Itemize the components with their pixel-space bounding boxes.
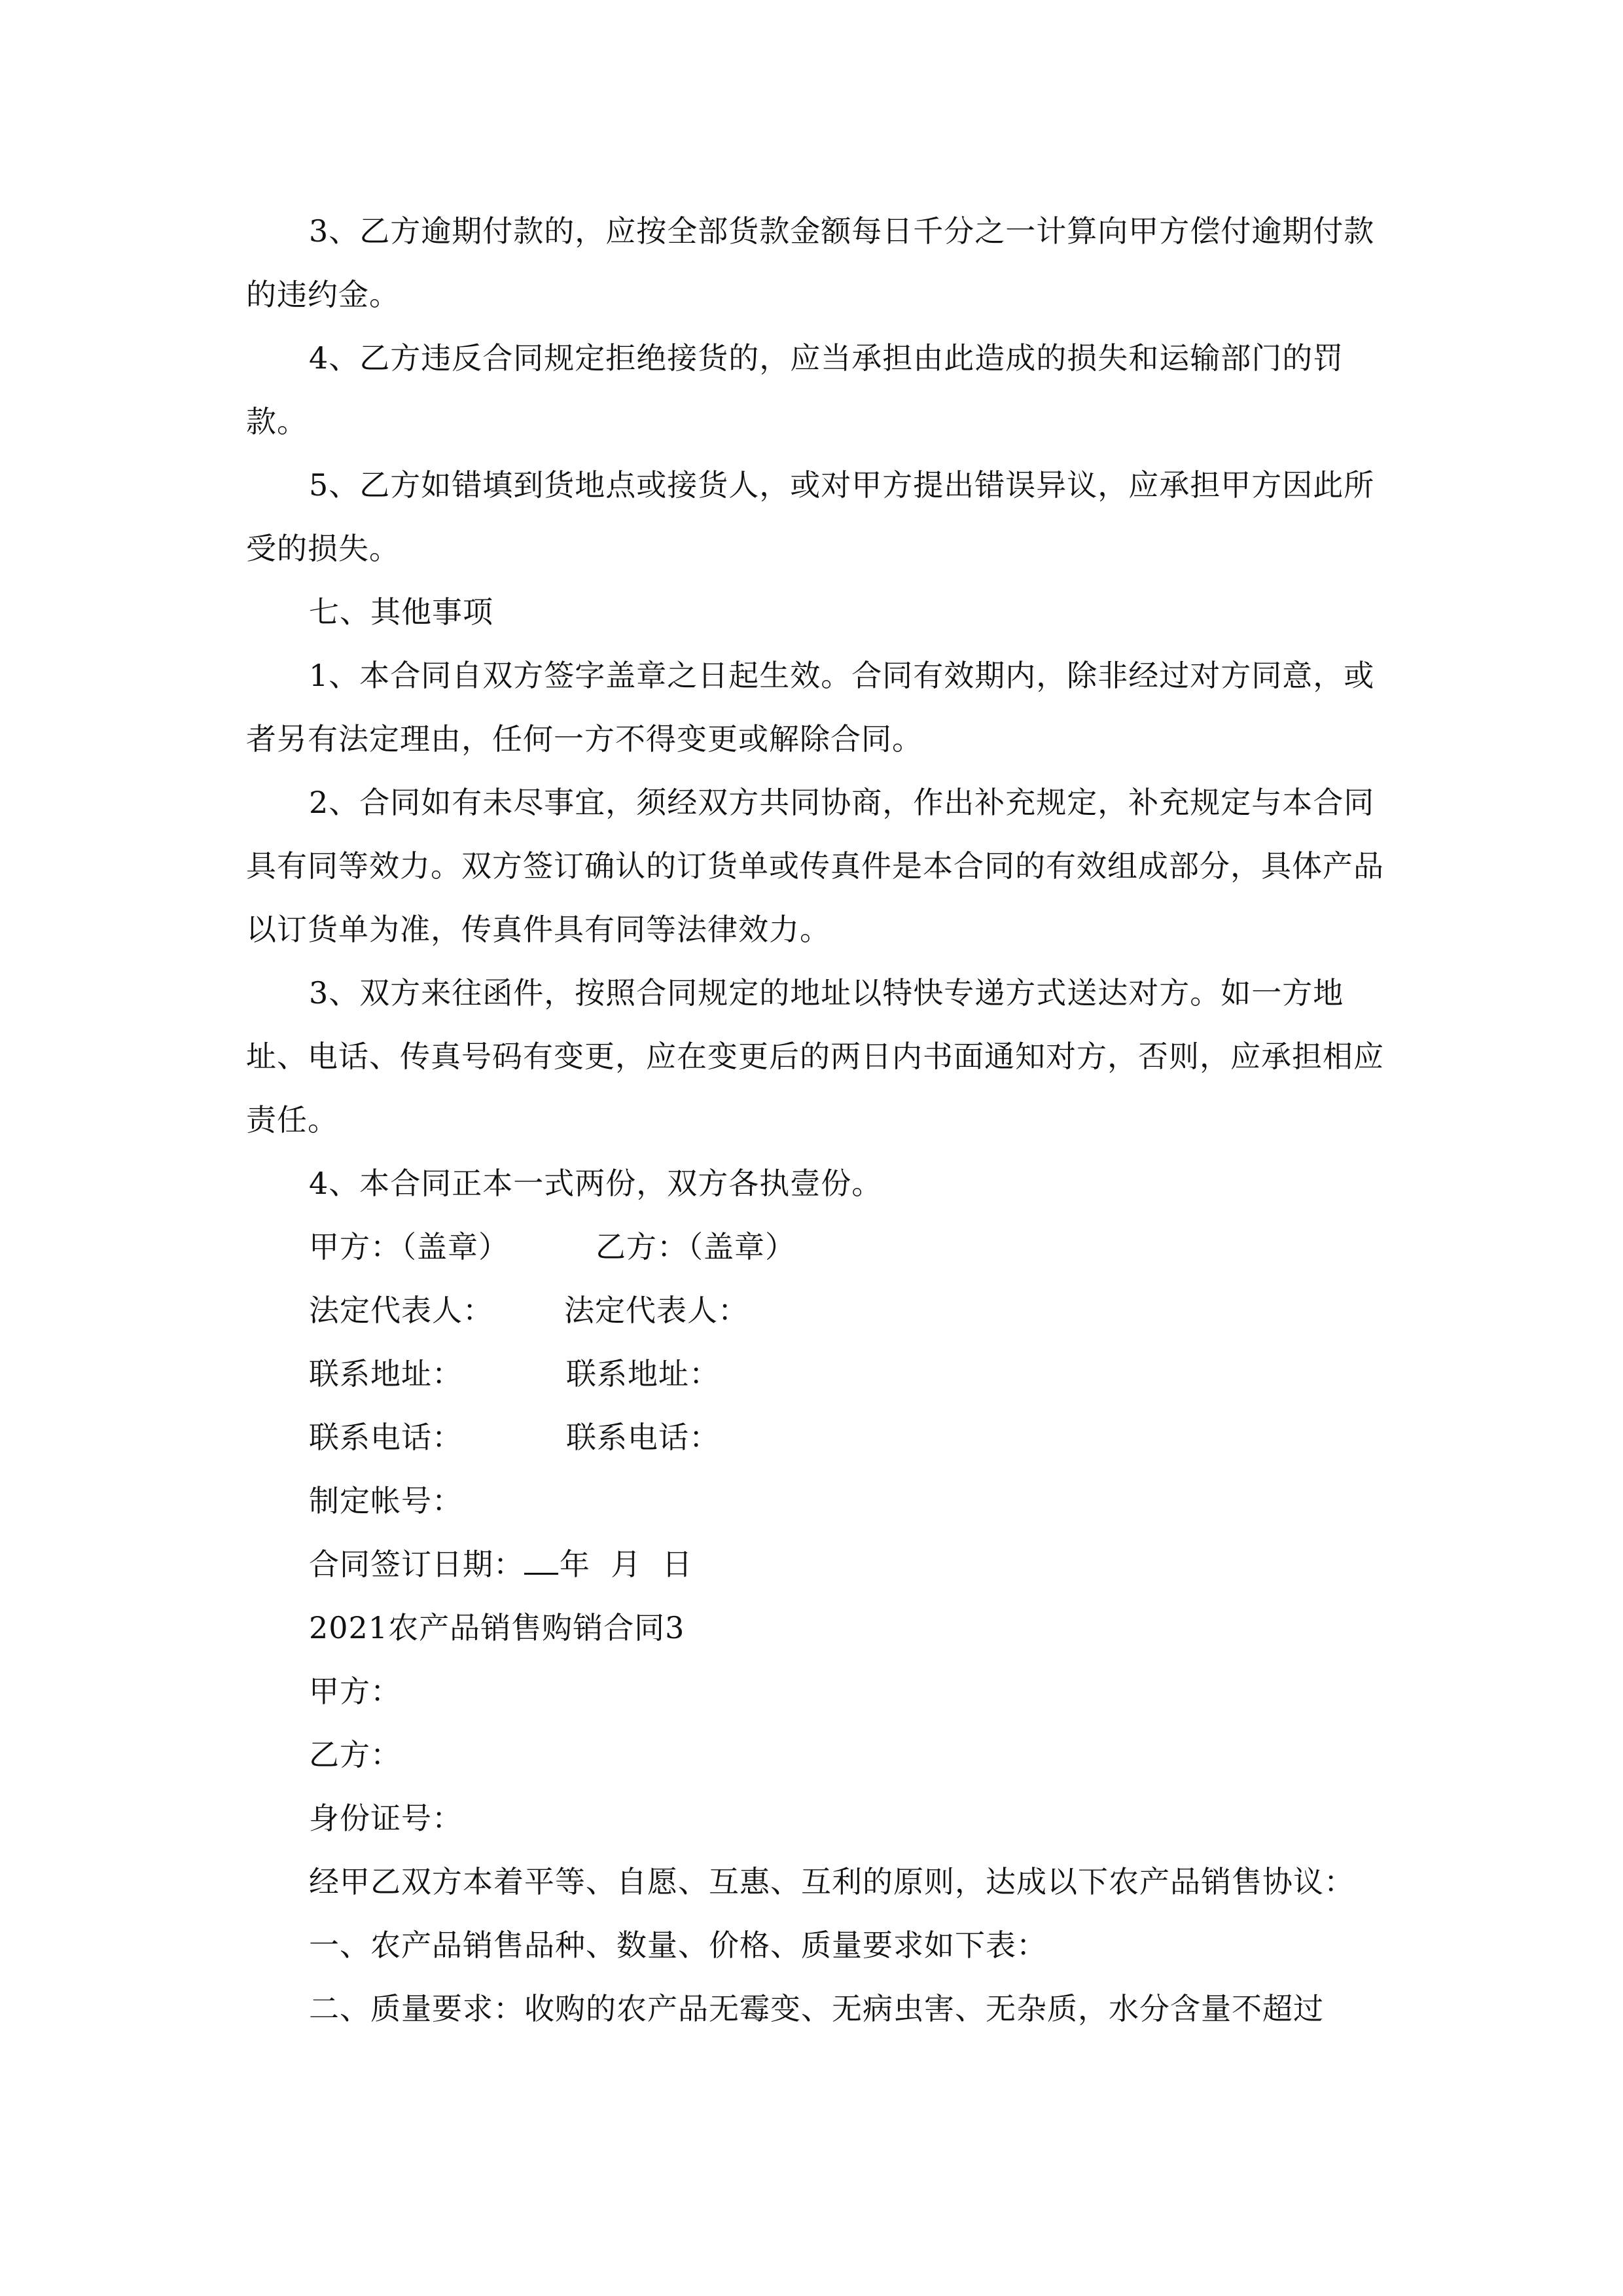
- date-year-blank: [524, 1547, 558, 1575]
- section-heading-other-matters: 七、其他事项: [309, 594, 493, 630]
- contract3-intro: 经甲乙双方本着平等、自愿、互惠、互利的原则，达成以下农产品销售协议：: [309, 1864, 1355, 1899]
- clause-copies: 4、本合同正本一式两份，双方各执壹份。: [309, 1166, 883, 1201]
- clause-late-payment: 3、乙方逾期付款的，应按全部货款金额每日千分之一计算向甲方偿付逾期付款的违约金。: [246, 213, 1375, 312]
- party-a-representative: 法定代表人：: [309, 1293, 493, 1328]
- document-body: [246, 200, 1385, 2041]
- party-a-phone: 联系电话：: [309, 1420, 463, 1455]
- contract3-section-2: 二、质量要求：收购的农产品无霉变、无病虫害、无杂质，水分含量不超过: [309, 1991, 1324, 2026]
- contract3-party-b: 乙方：: [309, 1737, 401, 1772]
- clause-effective-date: 1、本合同自双方签字盖章之日起生效。合同有效期内，除非经过对方同意，或者另有法定理由，任何一方不得变更或解除合同。: [246, 658, 1375, 757]
- account-number-label: 制定帐号：: [309, 1483, 463, 1518]
- sign-date-fields: 年 月 日: [560, 1547, 693, 1582]
- contract3-id-number: 身份证号：: [309, 1801, 463, 1836]
- signature-seal-row: [246, 1215, 1385, 1279]
- clause-supplementary: 2、合同如有未尽事宜，须经双方共同协商，作出补充规定，补充规定与本合同具有同等效力。双方签订确认的订货单或传真件是本合同的有效组成部分，具体产品以订货单为准，传真件具有同等法律效力。: [246, 785, 1384, 947]
- party-b-phone: 联系电话：: [566, 1420, 720, 1455]
- contract3-party-a: 甲方：: [309, 1674, 401, 1709]
- party-b-seal: 乙方：（盖章）: [596, 1229, 796, 1265]
- clause-refuse-delivery: 4、乙方违反合同规定拒绝接货的，应当承担由此造成的损失和运输部门的罚款。: [246, 340, 1344, 439]
- contract3-section-1: 一、农产品销售品种、数量、价格、质量要求如下表：: [309, 1928, 1047, 1963]
- signature-rep-row: [246, 1279, 1385, 1342]
- signature-date-row: [246, 1533, 1385, 1596]
- clause-correspondence: 3、双方来往函件，按照合同规定的地址以特快专递方式送达对方。如一方地址、电话、传真号码有变更，应在变更后的两日内书面通知对方，否则，应承担相应责任。: [246, 975, 1384, 1138]
- party-b-address: 联系地址：: [566, 1356, 720, 1391]
- party-b-representative: 法定代表人：: [564, 1293, 749, 1328]
- party-a-seal: 甲方：（盖章）: [309, 1229, 509, 1265]
- signature-account-row: [246, 1469, 1385, 1533]
- contract3-title: 2021农产品销售购销合同3: [309, 1610, 685, 1645]
- party-a-address: 联系地址：: [309, 1356, 463, 1391]
- signature-address-row: [246, 1342, 1385, 1406]
- signature-phone-row: [246, 1406, 1385, 1469]
- clause-wrong-address: 5、乙方如错填到货地点或接货人，或对甲方提出错误异议，应承担甲方因此所受的损失。: [246, 467, 1375, 566]
- sign-date-label: 合同签订日期：: [309, 1547, 524, 1582]
